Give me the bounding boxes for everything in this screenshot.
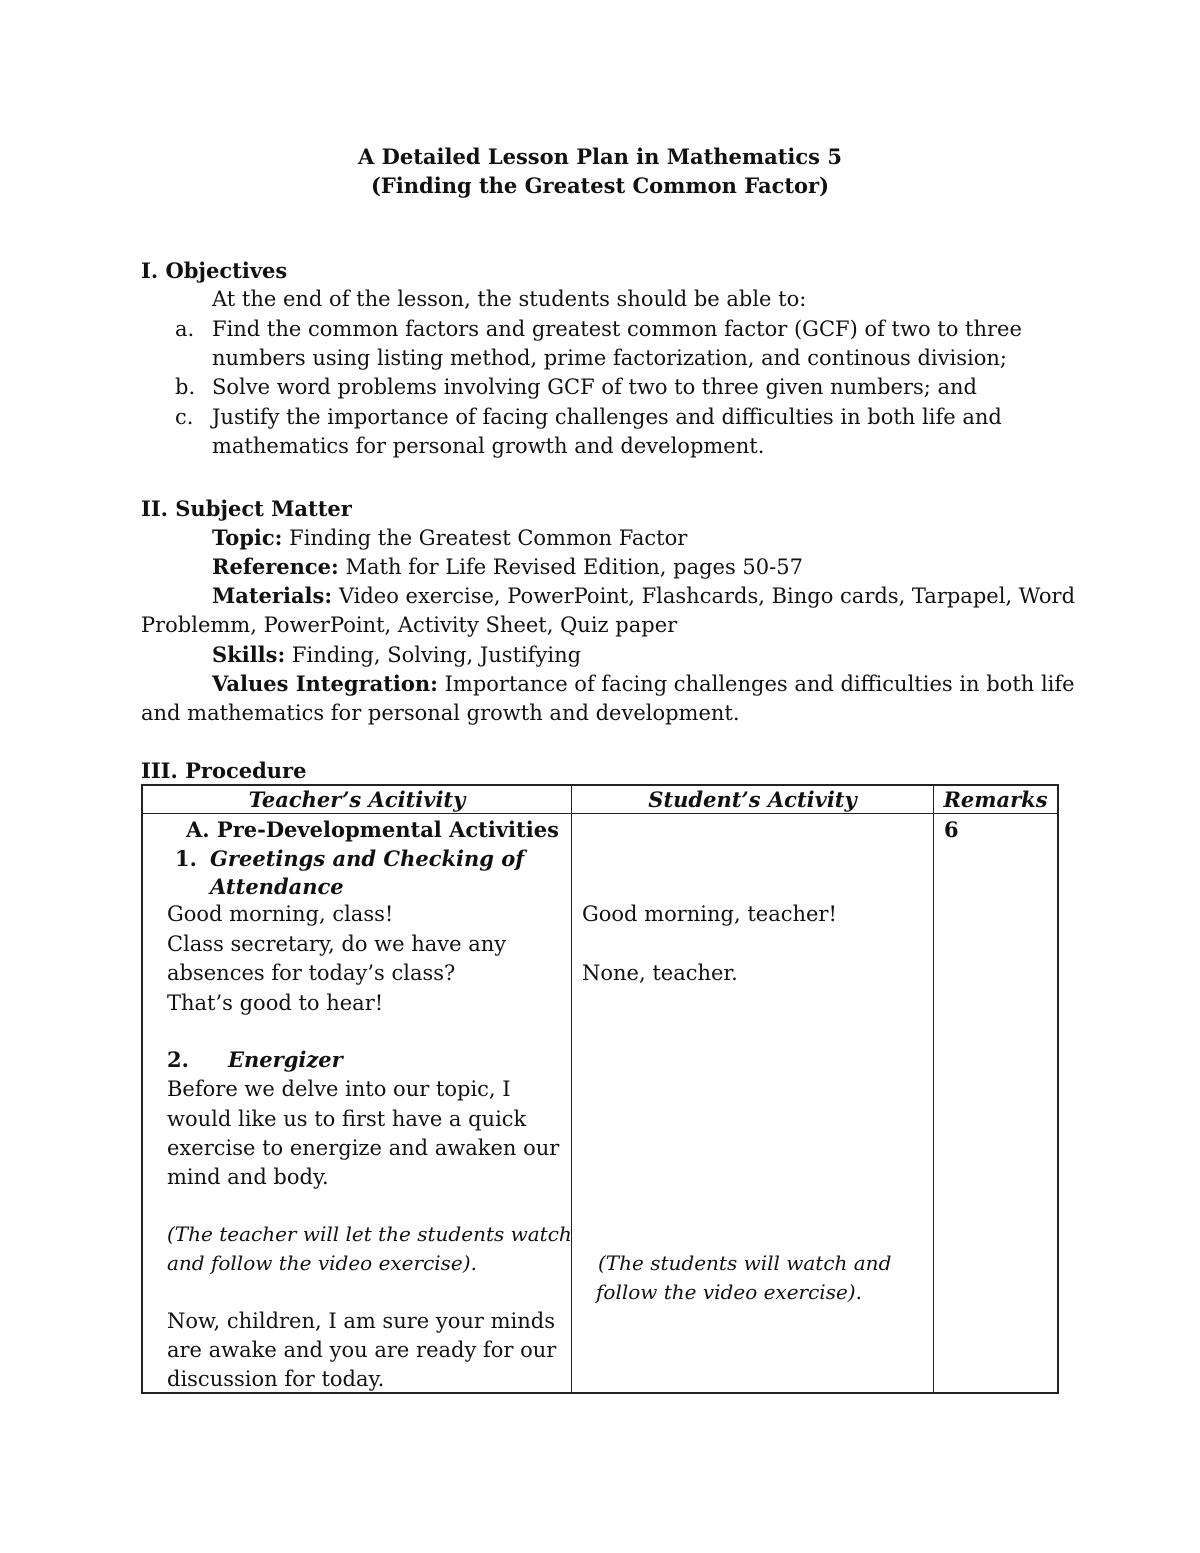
objective-a-marker: a.: [175, 317, 195, 341]
step1-title-line1: Greetings and Checking of: [210, 846, 525, 871]
teacher-line-6: would like us to first have a quick: [167, 1107, 527, 1131]
table-divider-2: [933, 784, 934, 1394]
values-row: [212, 669, 1075, 699]
teacher-line-2: Class secretary, do we have any: [167, 932, 507, 956]
objective-a-line2: numbers using listing method, prime factorization, and continous division;: [212, 346, 1007, 370]
materials-row: [212, 581, 1075, 611]
objective-a-line1: Find the common factors and greatest common factor (GCF) of two to three: [212, 317, 1022, 341]
table-header-rule: [141, 813, 1059, 814]
skills-row: [212, 640, 581, 670]
step2-number: 2.: [167, 1047, 189, 1072]
objective-c-line2: mathematics for personal growth and development.: [212, 434, 765, 458]
table-divider-1: [571, 784, 572, 1394]
reference-label: Reference:: [212, 554, 339, 579]
materials-continued: Problemm, PowerPoint, Activity Sheet, Quiz paper: [141, 613, 678, 637]
topic-label: Topic:: [212, 525, 283, 550]
skills-value: Finding, Solving, Justifying: [291, 643, 582, 667]
teacher-line-13: discussion for today.: [167, 1367, 385, 1391]
student-line-2: None, teacher.: [582, 961, 738, 985]
values-value: Importance of facing challenges and difficulties in both life: [444, 672, 1075, 696]
teacher-line-12: are awake and you are ready for our: [167, 1338, 557, 1362]
teacher-line-3: absences for today’s class?: [167, 961, 456, 985]
objectives-heading: I. Objectives: [141, 258, 288, 283]
col-header-remarks: Remarks: [943, 787, 1048, 812]
topic-row: [212, 523, 687, 553]
objective-b-marker: b.: [175, 375, 196, 399]
values-continued: and mathematics for personal growth and development.: [141, 701, 740, 725]
teacher-line-7: exercise to energize and awaken our: [167, 1136, 560, 1160]
reference-value: Math for Life Revised Edition, pages 50-57: [345, 555, 803, 579]
materials-value: Video exercise, PowerPoint, Flashcards, Bingo cards, Tarpapel, Word: [338, 584, 1076, 608]
document-title: A Detailed Lesson Plan in Mathematics 5: [358, 144, 842, 169]
document-subtitle: (Finding the Greatest Common Factor): [370, 173, 830, 198]
step1-number: 1.: [175, 846, 197, 871]
reference-row: [212, 552, 803, 582]
step1-title-line2: Attendance: [210, 874, 344, 899]
teacher-note-line-1: (The teacher will let the students watch: [167, 1222, 572, 1246]
step2-title: Energizer: [228, 1047, 343, 1072]
remarks-value: 6: [944, 817, 959, 842]
objective-b-line1: Solve word problems involving GCF of two to three given numbers; and: [212, 375, 977, 399]
teacher-line-8: mind and body.: [167, 1165, 329, 1189]
col-header-student: Student’s Activity: [648, 787, 857, 812]
skills-label: Skills:: [212, 642, 286, 667]
student-note-line-2: follow the video exercise).: [596, 1280, 862, 1304]
student-note-line-1: (The students will watch and: [598, 1251, 892, 1275]
teacher-line-1: Good morning, class!: [167, 902, 394, 926]
objective-c-marker: c.: [175, 405, 194, 429]
objectives-intro: At the end of the lesson, the students should be able to:: [212, 287, 807, 311]
teacher-line-5: Before we delve into our topic, I: [167, 1077, 511, 1101]
subject-matter-heading: II. Subject Matter: [141, 496, 352, 521]
section-a-heading: A. Pre-Developmental Activities: [186, 817, 559, 842]
student-line-1: Good morning, teacher!: [582, 902, 837, 926]
col-header-teacher: Teacher’s Acitivity: [248, 787, 466, 812]
objective-c-line1: Justify the importance of facing challenges and difficulties in both life and: [212, 405, 1002, 429]
materials-label: Materials:: [212, 583, 333, 608]
teacher-line-4: That’s good to hear!: [167, 991, 384, 1015]
teacher-line-11: Now, children, I am sure your minds: [167, 1309, 555, 1333]
teacher-note-line-2: and follow the video exercise).: [167, 1251, 477, 1275]
values-label: Values Integration:: [212, 671, 438, 696]
topic-value: Finding the Greatest Common Factor: [289, 526, 688, 550]
procedure-heading: III. Procedure: [141, 758, 307, 783]
